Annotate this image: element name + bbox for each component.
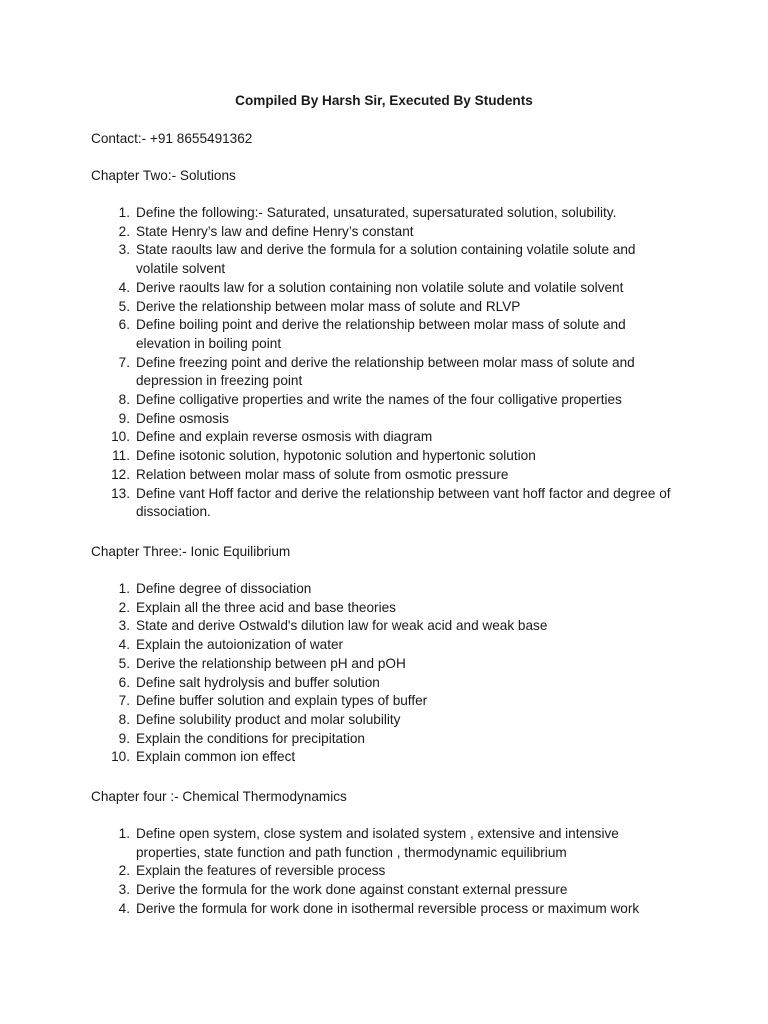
list-item <box>91 466 681 485</box>
item-text: Explain the conditions for precipitation <box>136 730 365 746</box>
list-item <box>91 241 681 278</box>
item-number: 2. <box>118 863 130 879</box>
question-list-thermodynamics <box>91 825 681 919</box>
item-text: State raoults law and derive the formula for a solution containing volatile solute and volatile solvent <box>136 242 636 277</box>
item-text: Define degree of dissociation <box>136 581 312 596</box>
list-item <box>91 674 681 693</box>
item-text: Explain all the three acid and base theories <box>136 599 396 615</box>
item-text: Define osmosis <box>136 410 229 426</box>
item-number: 5. <box>118 298 130 314</box>
item-text: Define open system, close system and isolated system , extensive and intensive properties, state function and path function , thermodynamic equilibrium <box>136 826 619 860</box>
item-number: 6. <box>118 674 130 690</box>
list-item <box>91 580 681 599</box>
item-text: Define vant Hoff factor and derive the relationship between vant hoff factor and degree of dissociation. <box>136 485 671 520</box>
item-number: 3. <box>118 618 130 634</box>
item-text: Explain the autoionization of water <box>136 637 344 653</box>
item-number: 4. <box>118 637 130 653</box>
item-number: 7. <box>118 354 130 370</box>
list-item <box>91 655 681 674</box>
list-item <box>91 748 681 767</box>
item-text: Define solubility product and molar solubility <box>136 711 401 727</box>
item-text: Derive the relationship between molar mass of solute and RLVP <box>136 298 521 314</box>
item-number: 4. <box>118 279 130 295</box>
item-text: Define the following:- Saturated, unsaturated, supersaturated solution, solubility. <box>136 205 617 220</box>
list-item <box>91 223 681 242</box>
item-number: 13. <box>111 485 130 501</box>
item-number: 11. <box>112 448 130 464</box>
list-item <box>91 410 681 429</box>
item-number: 1. <box>118 205 130 220</box>
item-number: 8. <box>118 711 130 727</box>
question-list-ionic-equilibrium <box>91 580 681 767</box>
list-item <box>91 354 681 391</box>
item-number: 7. <box>118 693 130 709</box>
item-number: 2. <box>118 223 130 239</box>
item-text: Explain the features of reversible process <box>136 863 386 879</box>
item-text: Define boiling point and derive the relationship between molar mass of solute and elevation in boiling point <box>136 317 626 351</box>
item-text: Relation between molar mass of solute from osmotic pressure <box>136 466 509 482</box>
question-list-solutions <box>91 204 681 522</box>
list-item <box>91 485 681 522</box>
contact-line: Contact:- +91 8655491362 <box>91 131 253 146</box>
item-number: 12. <box>111 466 130 482</box>
list-item <box>91 428 681 447</box>
item-text: Derive raoults law for a solution containing non volatile solute and volatile solvent <box>136 279 624 295</box>
chapter-heading-solutions: Chapter Two:- Solutions <box>91 168 236 183</box>
item-number: 9. <box>118 730 130 746</box>
item-number: 5. <box>118 655 130 671</box>
item-number: 10. <box>111 429 130 445</box>
item-text: Define isotonic solution, hypotonic solution and hypertonic solution <box>136 448 536 464</box>
item-text: Define and explain reverse osmosis with diagram <box>136 429 433 445</box>
item-text: Define buffer solution and explain types of buffer <box>136 693 428 709</box>
item-text: State and derive Ostwald's dilution law for weak acid and weak base <box>136 618 548 634</box>
list-item <box>91 204 681 223</box>
item-text: Derive the relationship between pH and pOH <box>136 655 406 671</box>
list-item <box>91 447 681 466</box>
list-item <box>91 599 681 618</box>
page-title: Compiled By Harsh Sir, Executed By Students <box>235 93 533 108</box>
item-number: 10. <box>111 749 130 765</box>
list-item <box>91 862 681 881</box>
item-text: Derive the formula for work done in isothermal reversible process or maximum work <box>136 900 640 916</box>
list-item <box>91 692 681 711</box>
list-item <box>91 316 681 353</box>
item-number: 9. <box>118 410 130 426</box>
item-number: 3. <box>118 242 130 258</box>
list-item <box>91 711 681 730</box>
item-number: 1. <box>118 826 130 841</box>
list-item <box>91 279 681 298</box>
list-item <box>91 298 681 317</box>
item-text: State Henry’s law and define Henry’s constant <box>136 223 414 239</box>
list-item <box>91 825 681 862</box>
item-number: 1. <box>118 581 130 596</box>
list-item <box>91 391 681 410</box>
item-text: Define salt hydrolysis and buffer solution <box>136 674 380 690</box>
list-item <box>91 881 681 900</box>
list-item <box>91 730 681 749</box>
item-number: 2. <box>118 599 130 615</box>
item-number: 6. <box>118 317 130 333</box>
item-text: Define colligative properties and write the names of the four colligative properties <box>136 392 622 408</box>
item-number: 4. <box>118 900 130 916</box>
item-number: 3. <box>118 882 130 898</box>
item-text: Derive the formula for the work done against constant external pressure <box>136 882 568 898</box>
item-number: 8. <box>118 392 130 408</box>
list-item <box>91 617 681 636</box>
item-text: Define freezing point and derive the relationship between molar mass of solute and depression in freezing point <box>136 354 635 389</box>
item-text: Explain common ion effect <box>136 749 296 765</box>
list-item <box>91 900 681 919</box>
list-item <box>91 636 681 655</box>
chapter-heading-ionic-equilibrium: Chapter Three:- Ionic Equilibrium <box>91 544 291 559</box>
chapter-heading-thermodynamics: Chapter four :- Chemical Thermodynamics <box>91 789 347 804</box>
